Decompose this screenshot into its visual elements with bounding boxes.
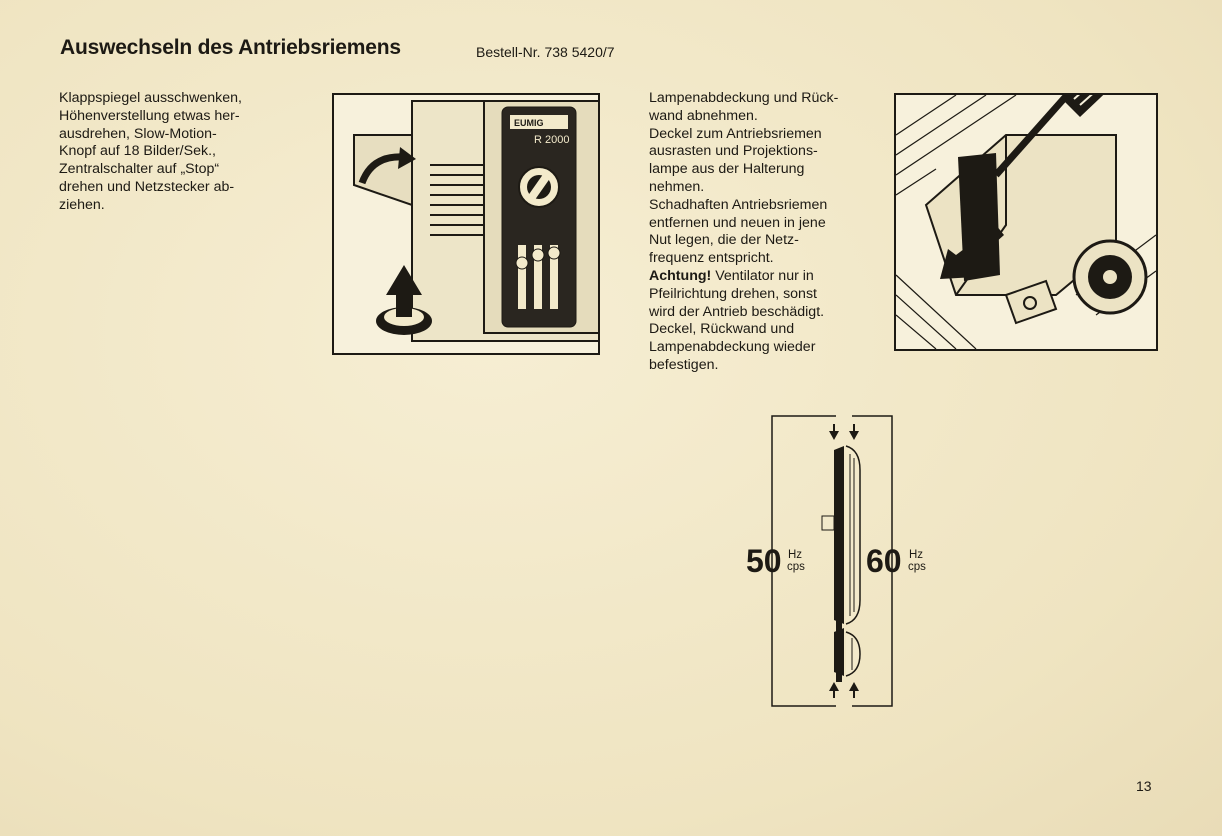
belt-cover-drawing <box>896 95 1156 349</box>
instruction-line: Deckel zum Antriebsriemen <box>649 125 822 142</box>
instruction-line: Nut legen, die der Netz- <box>649 232 799 249</box>
instruction-line: Deckel, Rückwand und <box>649 321 795 338</box>
instruction-line: Pfeilrichtung drehen, sonst <box>649 285 817 302</box>
instruction-line: Lampenabdeckung wieder <box>649 339 816 356</box>
warning-label: Achtung! <box>649 267 712 284</box>
instruction-line: Klappspiegel ausschwenken, <box>59 90 242 106</box>
instruction-line: lampe aus der Halterung <box>649 161 805 178</box>
page-number: 13 <box>1136 778 1152 794</box>
instruction-line: entfernen und neuen in jene <box>649 214 826 231</box>
instruction-line: befestigen. <box>649 356 719 373</box>
warning-line <box>649 268 838 286</box>
frequency-50-value: 50 <box>746 543 782 579</box>
belt-cover-illustration <box>894 93 1158 351</box>
instruction-line: Zentralschalter auf „Stop“ <box>59 161 220 178</box>
projector-illustration <box>332 93 600 355</box>
frequency-50-unit-cps: cps <box>787 561 805 573</box>
order-number: Bestell-Nr. 738 5420/7 <box>476 44 615 60</box>
instruction-line: Lampenabdeckung und Rück- <box>649 90 839 106</box>
instruction-line: ausdrehen, Slow-Motion- <box>59 125 217 142</box>
instruction-line: ausrasten und Projektions- <box>649 143 818 160</box>
instruction-line: ziehen. <box>59 196 105 213</box>
instruction-line: wird der Antrieb beschädigt. <box>649 303 825 320</box>
instruction-line: Schadhaften Antriebsriemen <box>649 196 828 213</box>
instructions-left <box>59 90 242 215</box>
instruction-line: drehen und Netzstecker ab- <box>59 178 235 195</box>
frequency-60-value: 60 <box>866 543 902 579</box>
frequency-60-unit-cps: cps <box>908 561 926 573</box>
instruction-line: frequenz entspricht. <box>649 250 774 267</box>
belt-frequency-diagram <box>740 410 960 712</box>
instruction-line: Knopf auf 18 Bilder/Sek., <box>59 143 216 160</box>
frequency-50-unit-hz: Hz <box>788 549 803 561</box>
instruction-line: wand abnehmen. <box>649 107 758 124</box>
frequency-60-unit-hz: Hz <box>909 549 924 561</box>
instructions-right <box>649 90 838 375</box>
projector-drawing <box>334 95 598 353</box>
page-title: Auswechseln des Antriebsriemens <box>60 36 401 59</box>
instruction-line: Höhenverstellung etwas her- <box>59 107 240 124</box>
warning-text: Ventilator nur in <box>711 267 814 284</box>
brand-label: EUMIG <box>514 118 544 128</box>
model-label: R 2000 <box>534 134 570 146</box>
instruction-line: nehmen. <box>649 178 705 195</box>
